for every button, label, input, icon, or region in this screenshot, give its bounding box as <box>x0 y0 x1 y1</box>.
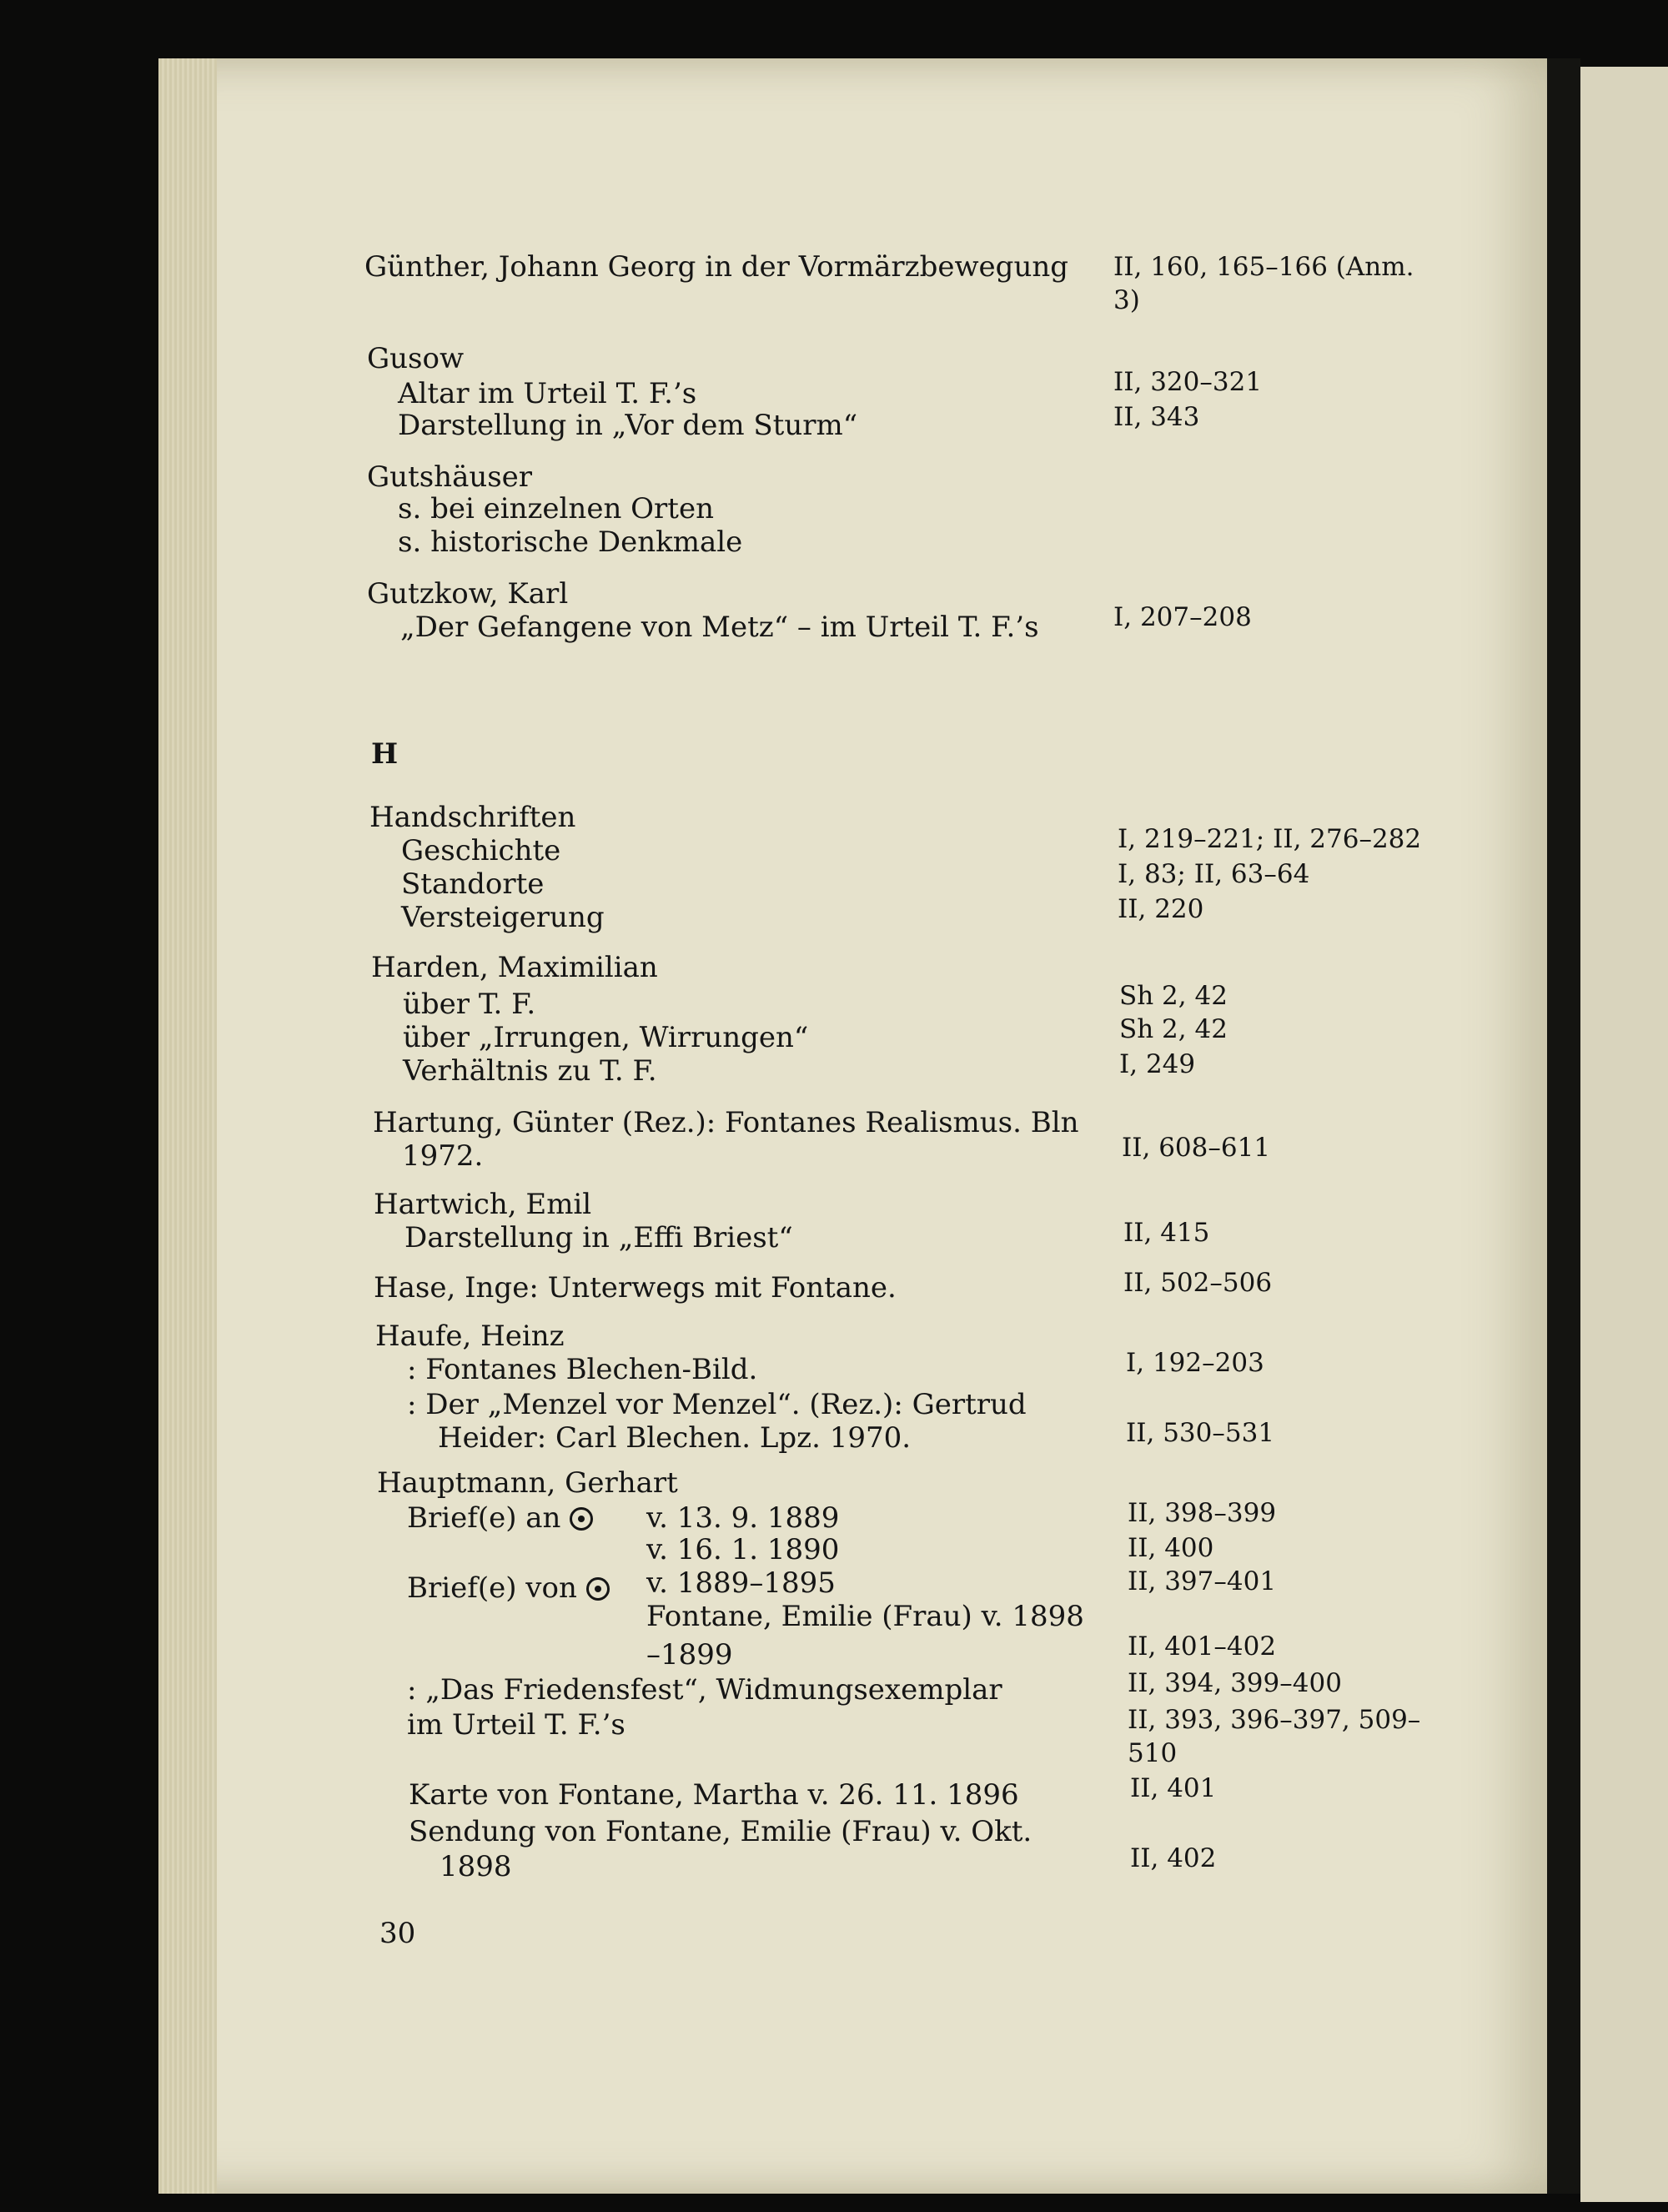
entry-continuation: Fontane, Emilie (Frau) v. 1898 <box>646 1600 1084 1633</box>
entry-continuation: 1898 <box>440 1850 512 1883</box>
page-reference: II, 160, 165–166 (Anm. <box>1113 252 1414 282</box>
sub-entry: : Fontanes Blechen-Bild. <box>407 1353 758 1386</box>
sub-entry: über „Irrungen, Wirrungen“ <box>403 1021 809 1054</box>
sub-entry: : Der „Menzel vor Menzel“. (Rez.): Gertrud <box>407 1388 1027 1421</box>
section-letter-h: H <box>371 737 399 771</box>
facing-page <box>1580 67 1668 2202</box>
sub-entry: Verhältnis zu T. F. <box>403 1054 657 1088</box>
index-entry-haufe: Haufe, Heinz <box>375 1320 565 1353</box>
page-reference-continued: 3) <box>1113 285 1140 315</box>
index-entry-hase: Hase, Inge: Unterwegs mit Fontane. <box>374 1271 897 1305</box>
page-reference: II, 402 <box>1130 1843 1217 1873</box>
page-reference: II, 400 <box>1128 1533 1214 1563</box>
sub-entry <box>407 1500 593 1536</box>
sub-entry: Karte von Fontane, Martha v. 26. 11. 1896 <box>409 1778 1019 1812</box>
book-gutter <box>1547 58 1580 2194</box>
page-reference: II, 343 <box>1113 402 1200 432</box>
page-reference: I, 249 <box>1119 1049 1196 1079</box>
page-reference: I, 83; II, 63–64 <box>1118 859 1310 889</box>
index-entry-hartwich: Hartwich, Emil <box>374 1188 592 1221</box>
sub-entry: Sendung von Fontane, Emilie (Frau) v. Okt. <box>409 1815 1032 1848</box>
index-entry-gutzkow: Gutzkow, Karl <box>367 577 569 611</box>
sub-entry-date: v. 1889–1895 <box>646 1566 836 1600</box>
sub-entry: s. historische Denkmale <box>398 525 743 559</box>
index-entry-gutshaeuser: Gutshäuser <box>367 460 533 494</box>
index-entry-guenther: Günther, Johann Georg in der Vormärzbewegung <box>364 250 1069 284</box>
page-reference-continued: 510 <box>1128 1738 1178 1768</box>
index-entry-hauptmann: Hauptmann, Gerhart <box>377 1466 678 1500</box>
sub-entry: im Urteil T. F.’s <box>407 1708 626 1742</box>
sub-entry: Darstellung in „Vor dem Sturm“ <box>398 409 858 442</box>
index-entry-handschriften: Handschriften <box>369 801 576 834</box>
sub-entry: Geschichte <box>401 834 561 867</box>
sub-entry-date: v. 13. 9. 1889 <box>646 1501 840 1535</box>
page-reference: II, 394, 399–400 <box>1128 1668 1342 1698</box>
page-reference: II, 415 <box>1123 1218 1210 1248</box>
index-entry-gusow: Gusow <box>367 342 465 375</box>
index-entry-hartung: Hartung, Günter (Rez.): Fontanes Realismus. Bln <box>373 1106 1079 1139</box>
entry-continuation: Heider: Carl Blechen. Lpz. 1970. <box>438 1421 912 1455</box>
sub-entry: s. bei einzelnen Orten <box>398 492 714 525</box>
sub-entry: „Der Gefangene von Metz“ – im Urteil T. F.’s <box>400 611 1039 644</box>
sub-entry: : „Das Friedensfest“, Widmungsexemplar <box>407 1673 1002 1707</box>
page-reference: I, 192–203 <box>1126 1348 1264 1378</box>
fontane-symbol-icon <box>586 1577 610 1601</box>
page-reference: I, 219–221; II, 276–282 <box>1118 824 1422 854</box>
page-reference: Sh 2, 42 <box>1119 981 1228 1011</box>
sub-entry-label: Brief(e) an <box>407 1501 561 1535</box>
page-edges <box>158 58 217 2194</box>
page-reference: II, 502–506 <box>1123 1268 1273 1298</box>
page-reference: II, 393, 396–397, 509– <box>1128 1705 1421 1735</box>
sub-entry: Darstellung in „Effi Briest“ <box>404 1221 793 1254</box>
sub-entry: Versteigerung <box>401 901 605 934</box>
page-reference: I, 207–208 <box>1113 602 1252 632</box>
page-reference: II, 397–401 <box>1128 1566 1277 1596</box>
page-reference: Sh 2, 42 <box>1119 1014 1228 1044</box>
sub-entry: über T. F. <box>403 988 536 1021</box>
page-reference: II, 530–531 <box>1126 1418 1275 1448</box>
entry-continuation: –1899 <box>646 1638 733 1672</box>
page-reference: II, 320–321 <box>1113 367 1263 397</box>
page-reference: II, 401 <box>1130 1773 1217 1803</box>
sub-entry: Altar im Urteil T. F.’s <box>398 377 697 410</box>
page-reference: II, 401–402 <box>1128 1631 1277 1662</box>
page-number: 30 <box>379 1917 416 1950</box>
index-entry-harden: Harden, Maximilian <box>371 951 658 984</box>
page-reference: II, 398–399 <box>1128 1498 1277 1528</box>
sub-entry: Standorte <box>401 867 545 901</box>
fontane-symbol-icon <box>570 1507 593 1531</box>
page-reference: II, 220 <box>1118 894 1204 924</box>
page-reference: II, 608–611 <box>1122 1133 1271 1163</box>
entry-continuation: 1972. <box>402 1139 484 1173</box>
sub-entry <box>407 1570 610 1606</box>
sub-entry-date: v. 16. 1. 1890 <box>646 1533 840 1566</box>
sub-entry-label: Brief(e) von <box>407 1571 577 1605</box>
